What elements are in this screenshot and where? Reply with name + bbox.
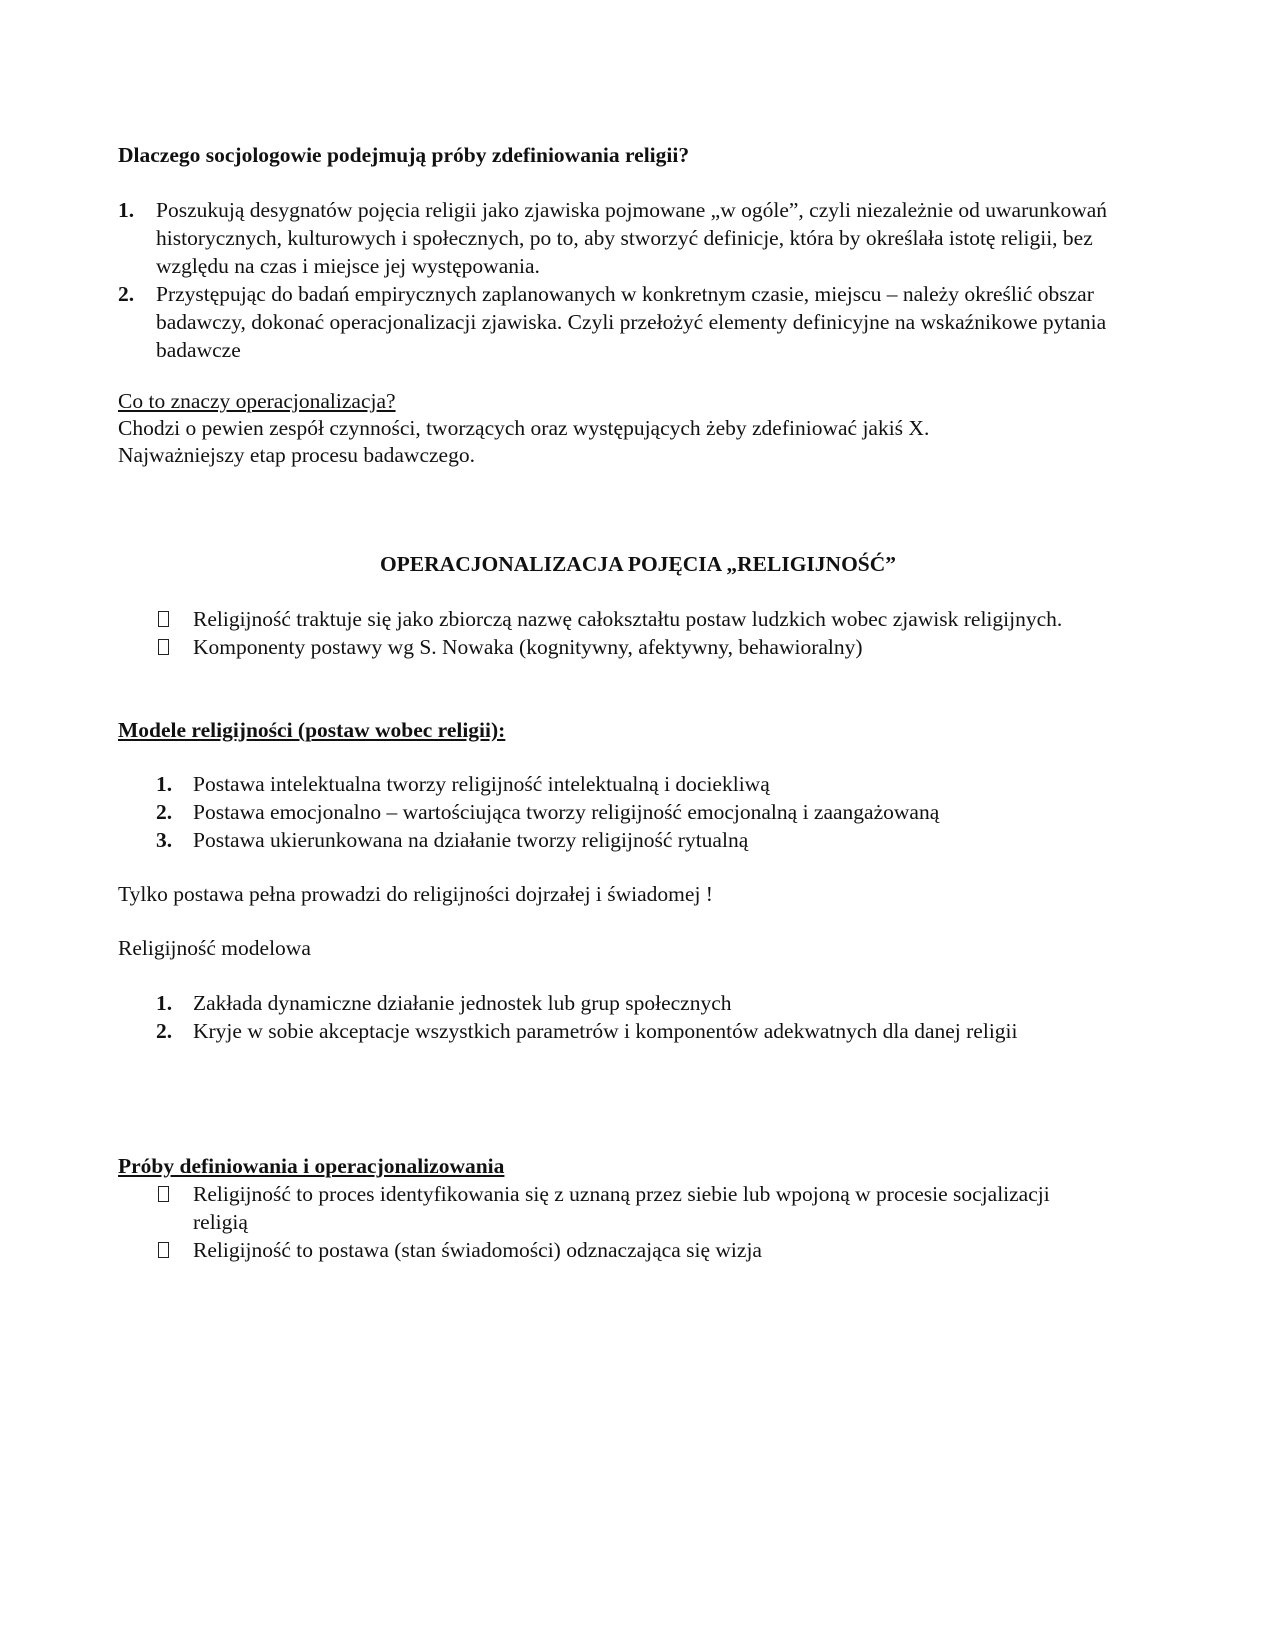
list-number: 2.	[156, 800, 173, 824]
religiosity-bullets	[118, 605, 1118, 661]
square-bullet-icon	[158, 611, 169, 627]
model-religiosity-list	[118, 989, 1198, 1045]
list-item-text: Kryje w sobie akceptacje wszystkich parametrów i komponentów adekwatnych dla danej religii	[193, 1019, 1018, 1043]
list-item-text: Religijność to proces identyfikowania się z uznaną przez siebie lub wpojoną w procesie socjalizacji religią	[193, 1182, 1050, 1234]
list-item-text: Postawa ukierunkowana na działanie tworzy religijność rytualną	[193, 828, 749, 852]
answer-line-1: Chodzi o pewien zespół czynności, tworzących oraz występujących żeby zdefiniować jakiś X.	[118, 416, 930, 440]
list-number: 1.	[156, 991, 173, 1015]
list-item-text: Religijność traktuje się jako zbiorczą nazwę całokształtu postaw ludzkich wobec zjawisk religijnych.	[193, 607, 1063, 631]
list-number: 1.	[156, 772, 173, 796]
list-item	[118, 1180, 1108, 1236]
list-item	[118, 605, 1118, 633]
list-item	[118, 798, 1168, 826]
list-item-text: Przystępując do badań empirycznych zaplanowanych w konkretnym czasie, miejscu – należy określić obszar badawczy, dokonać operacjonalizacji zjawiska. Czyli przełożyć elementy definicyjne na wskaźnikowe pytania badawcze	[156, 282, 1107, 362]
list-item	[118, 989, 1198, 1017]
square-bullet-icon	[158, 639, 169, 655]
list-number: 3.	[156, 828, 173, 852]
models-heading: Modele religijności (postaw wobec religii):	[118, 718, 506, 742]
list-item-text: Postawa emocjonalno – wartościująca tworzy religijność emocjonalną i zaangażowaną	[193, 800, 940, 824]
list-item-text: Zakłada dynamiczne działanie jednostek lub grup społecznych	[193, 991, 732, 1015]
model-religiosity-label: Religijność modelowa	[118, 936, 311, 960]
list-item-text: Poszukują desygnatów pojęcia religii jako zjawiska pojmowane „w ogóle”, czyli niezależnie od uwarunkowań historycznych, kulturowych i społecznych, po to, aby stworzyć definicje, która by określała istotę religii, bez względu na czas i miejsce jej występowania.	[156, 198, 1108, 278]
list-item-text: Postawa intelektualna tworzy religijność intelektualną i dociekliwą	[193, 772, 770, 796]
list-item-text: Religijność to postawa (stan świadomości) odznaczająca się wizja	[193, 1238, 762, 1262]
list-number: 2.	[118, 282, 135, 306]
list-item	[118, 1236, 1108, 1264]
statement-text: Tylko postawa pełna prowadzi do religijności dojrzałej i świadomej !	[118, 882, 713, 906]
list-item-text: Komponenty postawy wg S. Nowaka (kognitywny, afektywny, behawioralny)	[193, 635, 863, 659]
list-item	[118, 770, 1168, 798]
square-bullet-icon	[158, 1186, 169, 1202]
answer-line-2: Najważniejszy etap procesu badawczego.	[118, 443, 475, 467]
attempts-heading: Próby definiowania i operacjonalizowania	[118, 1154, 505, 1178]
list-item	[118, 826, 1168, 854]
heading-why-define: Dlaczego socjologowie podejmują próby zdefiniowania religii?	[118, 143, 690, 167]
section-title: OPERACJONALIZACJA POJĘCIA „RELIGIJNOŚĆ”	[379, 552, 897, 576]
reasons-list	[118, 196, 1118, 364]
list-item	[118, 280, 1118, 364]
list-number: 1.	[118, 198, 135, 222]
list-item	[118, 1017, 1198, 1045]
models-list	[118, 770, 1168, 854]
list-number: 2.	[156, 1019, 173, 1043]
list-item	[118, 633, 1118, 661]
question-operationalization: Co to znaczy operacjonalizacja?	[118, 389, 396, 413]
square-bullet-icon	[158, 1242, 169, 1258]
list-item	[118, 196, 1118, 280]
definition-bullets	[118, 1180, 1108, 1264]
